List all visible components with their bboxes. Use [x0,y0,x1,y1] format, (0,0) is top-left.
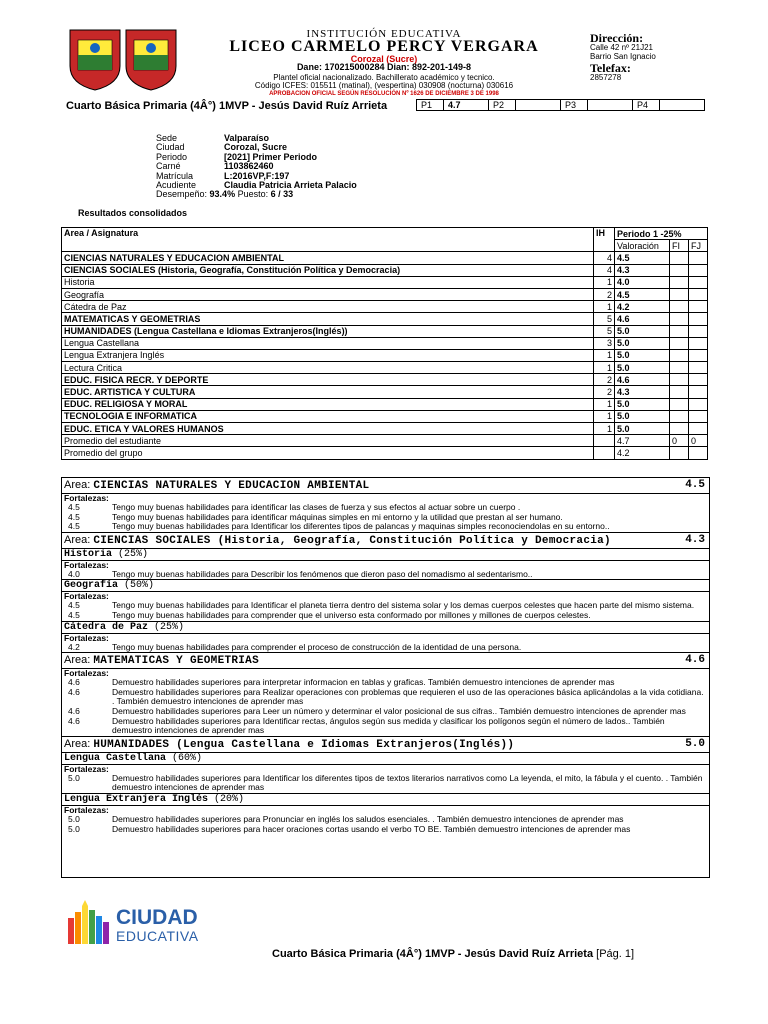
area-name: CIENCIAS NATURALES Y EDUCACION AMBIENTAL [93,480,370,492]
statement-text: Tengo muy buenas habilidades para Identificar el planeta tierra dentro del sistema solar y los demas cuerpos celestes que hacen parte del mismo sistema. [112,600,695,611]
statement-text: Tengo muy buenas habilidades para Describir los fenómenos que dieron paso del nomadismo al sedentarismo.. [112,568,533,579]
statement [62,774,709,793]
grade-fj [689,374,708,386]
statement-grade: 5.0 [68,823,80,834]
grade-row [62,288,708,300]
address-line-2: Barrio San Ignacio [590,52,656,61]
grade-row [62,435,708,447]
grade-fi [670,337,689,349]
grade-ih [594,435,615,447]
logo-line-2: EDUCATIVA [116,928,199,944]
grade-row [62,301,708,313]
grade-fj [689,288,708,300]
grade-subject: CIENCIAS NATURALES Y EDUCACION AMBIENTAL [62,252,594,264]
ciudad-educativa-logo [66,900,218,948]
area-header [62,652,709,668]
details-box [61,477,710,878]
grade-row [62,276,708,288]
header-area: Area / Asignatura [62,228,594,252]
area-prefix: Area: [64,737,91,750]
grade-fj [689,410,708,422]
info-key: Periodo [156,151,188,162]
fortalezas-label: Fortalezas: [62,764,709,774]
grade-value: 5.0 [615,423,670,435]
area-prefix: Area: [64,533,91,546]
logo-line-1: CIUDAD [116,906,198,929]
grade-row [62,264,708,276]
grade-value: 5.0 [615,362,670,374]
area-prefix: Area: [64,654,91,667]
grade-ih: 1 [594,423,615,435]
grade-value: 5.0 [615,410,670,422]
grade-ih: 1 [594,349,615,361]
grade-ih: 3 [594,337,615,349]
statement [62,688,709,707]
grade-subject: Geografía [62,288,594,300]
footer-title: Cuarto Básica Primaria (4Â°) 1MVP - Jesús David Ruíz Arrieta [272,948,594,960]
statement [62,611,709,621]
grade-ih: 1 [594,410,615,422]
grade-row [62,252,708,264]
statement-grade: 4.0 [68,568,80,579]
address-line-1: Calle 42 nº 21J21 [590,43,653,52]
info-key: Acudiente [156,180,197,191]
school-name: LICEO CARMELO PERCY VERGARA [229,38,539,55]
address-heading: Dirección: [590,31,644,45]
grade-row [62,398,708,410]
statement-grade: 5.0 [68,772,80,783]
grade-value: 4.5 [615,252,670,264]
subject-name: Geografía [64,580,119,592]
grade-fi [670,252,689,264]
statement-text: Tengo muy buenas habilidades para identificar las clases de fuerza y sus efectos al actuar sobre un cuerpo . [112,502,521,512]
student-info [156,134,357,200]
statement-text: Demuestro habilidades superiores para hacer oraciones cortas usando el verbo TO BE. También demuestro intenciones de aprender mas [112,823,631,834]
grade-subject: Lectura Critica [62,362,594,374]
institution-label: INSTITUCIÓN EDUCATIVA [306,28,462,40]
info-matricula: L:2016VP,F:197 [224,170,290,181]
info-ciudad: Corozal, Sucre [224,142,288,153]
consolidated-title: Resultados consolidados [78,208,188,218]
info-key: Sede [156,133,178,143]
statement-text: Demuestro habilidades superiores para Identificar rectas, ángulos según sus medida y clasificar los polígonos según el número de lados.. También demuestro intenciones de aprender mas [112,715,665,736]
grade-fj [689,276,708,288]
grade-fi [670,349,689,361]
subject-name: Lengua Extranjera Inglés [64,793,209,805]
statement-grade: 4.6 [68,677,80,688]
grade-fi [670,301,689,313]
telefax-number: 2857278 [590,73,622,82]
grade-row [62,337,708,349]
statement-text: Demuestro habilidades superiores para Realizar operaciones con problemas que requieren el uso de las operaciones básica aplicándolas a la vida cotidiana. . También demuestro intenciones de aprender mas [112,686,704,707]
period-value [588,100,633,111]
contact-block [590,31,700,82]
pencils-icon [66,900,112,946]
statement-text: Demuestro habilidades superiores para Leer un número y determinar el valor posicional de sus cifras.. También demuestro intenciones de aprender mas [112,705,686,716]
grade-fj: 0 [689,435,708,447]
grade-subject: Historia [62,276,594,288]
subject-name: Historia [64,548,113,560]
subject-weight: (25%) [118,548,149,560]
grade-ih: 4 [594,264,615,276]
statement [62,643,709,653]
statement [62,570,709,580]
grade-fj [689,337,708,349]
area-score: 4.6 [685,654,705,667]
period-value [516,100,561,111]
statement-grade: 4.5 [68,511,80,522]
grade-subject: EDUC. FISICA RECR. Y DEPORTE [62,374,594,386]
grade-subject: Cátedra de Paz [62,301,594,313]
grade-row [62,386,708,398]
grade-value: 5.0 [615,337,670,349]
grade-fj [689,423,708,435]
grade-row [62,374,708,386]
grade-fi [670,386,689,398]
period-label: P4 [633,100,660,111]
area-header [62,532,709,548]
grade-fj [689,313,708,325]
info-carne: 1103862460 [224,161,274,172]
statement-grade: 4.2 [68,641,80,652]
grade-ih: 1 [594,276,615,288]
grade-fi [670,325,689,337]
grade-subject: HUMANIDADES (Lengua Castellana e Idiomas Extranjeros(Inglés)) [62,325,594,337]
grade-ih: 5 [594,313,615,325]
grade-value: 4.6 [615,313,670,325]
school-shields-icon [64,26,184,92]
subject-weight: (60%) [172,752,203,764]
performance-line [156,190,357,199]
statement-grade: 4.5 [68,502,80,512]
footer-page: [Pág. 1] [596,948,635,960]
grade-subject: Promedio del grupo [62,447,594,459]
grade-value: 5.0 [615,349,670,361]
period-value [660,100,705,111]
school-city: Corozal (Sucre) [350,54,418,64]
statement-text: Tengo muy buenas habilidades para Identificar los diferentes tipos de palancas y maquinas simples reconociendolas en su entorno.. [112,521,610,532]
info-sede: Valparaíso [224,133,270,143]
grade-ih: 2 [594,386,615,398]
header-valoracion: Valoración [615,240,670,252]
statement-grade: 5.0 [68,813,80,824]
grade-value: 4.5 [615,288,670,300]
info-acudiente: Claudia Patricia Arrieta Palacio [224,180,357,191]
grade-ih: 2 [594,374,615,386]
header-fi: FI [670,240,689,252]
desempeno-label: Desempeño: [156,189,208,200]
puesto-label: Puesto: [237,189,269,200]
grade-fj [689,362,708,374]
grade-fi [670,362,689,374]
grade-fi [670,410,689,422]
grade-fi [670,313,689,325]
grade-value: 4.7 [615,435,670,447]
subject-header [62,548,709,560]
grade-fi [670,447,689,459]
statement-text: Demuestro habilidades superiores para Pronunciar en inglés los saludos esenciales. . También demuestro intenciones de aprender mas [112,813,624,824]
grade-row [62,325,708,337]
info-key: Matrícula [156,170,194,181]
grade-subject: MATEMATICAS Y GEOMETRIAS [62,313,594,325]
fortalezas-label: Fortalezas: [62,805,709,815]
grade-fj [689,447,708,459]
grade-row [62,423,708,435]
grade-fi: 0 [670,435,689,447]
grade-fj [689,386,708,398]
period-summary [416,99,705,111]
grade-subject: EDUC. ETICA Y VALORES HUMANOS [62,423,594,435]
grade-subject: CIENCIAS SOCIALES (Historia, Geografía, Constitución Política y Democracia) [62,264,594,276]
resolution-line: APROBACION OFICIAL SEGÚN RESOLUCIÓN Nº 1626 DE DICIEMBRE 3 DE 1998 [269,91,499,97]
student-title: Cuarto Básica Primaria (4Â°) 1MVP - Jesús David Ruíz Arrieta [66,100,388,112]
info-periodo: [2021] Primer Periodo [224,151,318,162]
grade-fj [689,252,708,264]
school-description: Plantel oficial nacionalizado. Bachillerato académico y tecnico. [273,73,495,82]
statement-grade: 4.5 [68,600,80,611]
grade-ih: 5 [594,325,615,337]
period-label: P1 [417,100,444,111]
fortalezas-label: Fortalezas: [62,493,709,503]
grade-value: 5.0 [615,398,670,410]
statement-text: Tengo muy buenas habilidades para comprender el proceso de construcción de la identidad de una persona. [112,641,522,652]
grade-fi [670,288,689,300]
grade-ih: 1 [594,362,615,374]
grade-ih [594,447,615,459]
statement [62,825,709,835]
grade-subject: EDUC. RELIGIOSA Y MORAL [62,398,594,410]
area-score: 5.0 [685,737,705,750]
statement-text: Demuestro habilidades superiores para Identificar los diferentes tipos de textos literarios narrativos como La leyenda, el mito, la fábula y el cuento. . También demuestro intenciones de aprender mas [112,772,703,793]
grade-value: 4.6 [615,374,670,386]
statement [62,717,709,736]
statement-text: Tengo muy buenas habilidades para comprender que el universo esta conformado por millones y millones de cuerpos celestes. [112,609,591,620]
telefax-heading: Telefax: [590,61,631,75]
grade-ih: 1 [594,301,615,313]
grade-fj [689,325,708,337]
period-label: P3 [561,100,588,111]
statement [62,522,709,532]
grade-fj [689,398,708,410]
subject-header [62,752,709,764]
grade-row [62,410,708,422]
area-prefix: Area: [64,479,91,491]
statement-grade: 4.6 [68,715,80,726]
fortalezas-label: Fortalezas: [62,633,709,643]
subject-weight: (25%) [154,621,185,633]
grade-fi [670,276,689,288]
grade-fj [689,349,708,361]
puesto-value: 6 / 33 [270,189,294,200]
area-header [62,478,709,493]
area-name: CIENCIAS SOCIALES (Historia, Geografía, Constitución Política y Democracia) [93,534,611,547]
desempeno-value: 93.4% [209,189,236,200]
grade-row [62,313,708,325]
grade-ih: 4 [594,252,615,264]
icfes-codes: Código ICFES: 015511 (matinal), (vespertina) 030908 (nocturna) 030616 [254,81,514,90]
grade-subject: TECNOLOGIA E INFORMATICA [62,410,594,422]
grade-subject: EDUC. ARTISTICA Y CULTURA [62,386,594,398]
grade-ih: 1 [594,398,615,410]
statement-text: Tengo muy buenas habilidades para identificar máquinas simples en mi entorno y la utilidad que prestan al ser humano. [112,511,563,522]
grade-value: 4.2 [615,301,670,313]
subject-name: Lengua Castellana [64,752,167,764]
info-key: Carné [156,161,181,172]
area-name: HUMANIDADES (Lengua Castellana e Idiomas Extranjeros(Inglés)) [93,738,515,751]
period-value: 4.7 [444,100,489,111]
fortalezas-label: Fortalezas: [62,560,709,570]
statement-grade: 4.6 [68,705,80,716]
info-key: Ciudad [156,142,185,153]
header-period: Periodo 1 -25% [615,228,708,240]
grade-ih: 2 [594,288,615,300]
grade-fi [670,374,689,386]
grade-row [62,362,708,374]
grade-fj [689,264,708,276]
page-footer [272,948,712,960]
statement-grade: 4.6 [68,686,80,697]
grade-subject: Lengua Extranjera Inglés [62,349,594,361]
subject-header [62,793,709,805]
grade-value: 5.0 [615,325,670,337]
grade-row [62,447,708,459]
header-ih: IH [594,228,615,252]
grade-value: 4.3 [615,386,670,398]
school-crest [64,26,184,92]
header-fj: FJ [689,240,708,252]
grade-value: 4.0 [615,276,670,288]
grade-fj [689,301,708,313]
grade-value: 4.2 [615,447,670,459]
fortalezas-label: Fortalezas: [62,668,709,678]
area-header [62,736,709,752]
grade-fi [670,423,689,435]
area-name: MATEMATICAS Y GEOMETRIAS [93,655,259,668]
subject-header [62,621,709,633]
subject-name: Cátedra de Paz [64,621,149,633]
subject-header [62,579,709,591]
grade-fi [670,264,689,276]
subject-weight: (50%) [124,580,155,592]
statement-text: Demuestro habilidades superiores para interpretar informacion en tablas y graficas. También demuestro intenciones de aprender mas [112,677,615,688]
area-score: 4.3 [685,533,705,546]
grade-subject: Promedio del estudiante [62,435,594,447]
statement-grade: 4.5 [68,521,80,532]
dane-dian: Dane: 170215000284 Dian: 892-201-149-8 [296,62,472,72]
statement-grade: 4.5 [68,609,80,620]
area-score: 4.5 [685,479,705,491]
subject-weight: (20%) [214,793,245,805]
grade-subject: Lengua Castellana [62,337,594,349]
grades-table [61,227,708,460]
fortalezas-label: Fortalezas: [62,591,709,601]
grade-value: 4.3 [615,264,670,276]
period-label: P2 [489,100,516,111]
grade-row [62,349,708,361]
grade-fi [670,398,689,410]
